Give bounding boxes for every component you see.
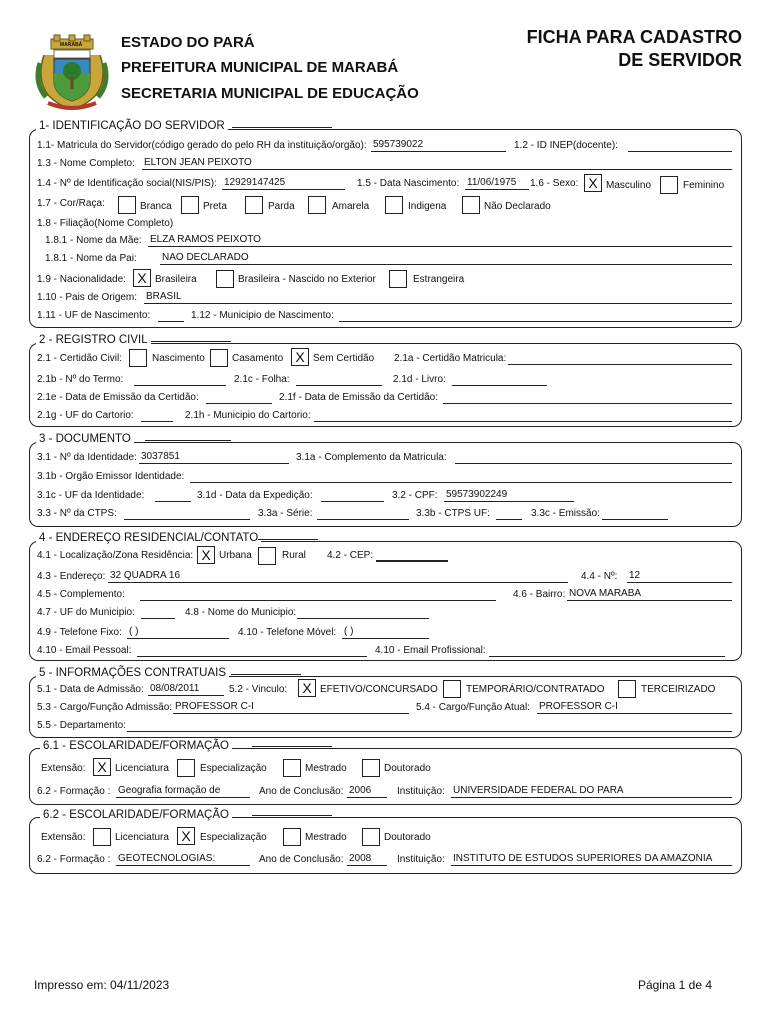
label-formacao-2: 6.2 - Formação : [37,854,111,865]
label-indigena: Indigena [408,201,447,212]
field-numero-termo[interactable] [134,373,226,386]
checkbox-nao-declarado[interactable] [462,196,480,214]
checkbox-nascimento[interactable] [129,349,147,367]
label-4-3: 4.3 - Endereço: [37,571,106,582]
label-2-1: 2.1 - Certidão Civil: [37,353,123,364]
label-2-1f: 2.1f - Data de Emissão da Certidão: [279,392,438,403]
checkbox-brasileira-exterior[interactable] [216,270,234,288]
field-uf-nascimento[interactable] [158,309,184,322]
label-4-8: 4.8 - Nome do Municipio: [185,607,297,618]
checkbox-masculino[interactable]: X [584,174,602,192]
label-casamento: Casamento [232,353,284,364]
label-4-10-movel: 4.10 - Telefone Móvel: [238,627,337,638]
label-3-1d: 3.1d - Data da Expedição: [197,490,313,501]
checkbox-rural[interactable] [258,547,276,565]
field-ctps-uf[interactable] [496,507,522,520]
checkbox-estrangeira[interactable] [389,270,407,288]
label-3-1c: 3.1c - UF da Identidade: [37,490,145,501]
label-2-1e: 2.1e - Data de Emissão da Certidão: [37,392,199,403]
field-data-admissao[interactable]: 08/08/2011 [148,683,224,696]
label-3-1a: 3.1a - Complemento da Matricula: [296,452,447,463]
label-doutorado-2: Doutorado [384,832,431,843]
label-5-4: 5.4 - Cargo/Função Atual: [416,702,530,713]
label-5-2: 5.2 - Vinculo: [229,684,288,695]
field-numero-identidade[interactable]: 3037851 [139,451,289,464]
label-parda: Parda [268,201,295,212]
section-4-legend: 4 - ENDEREÇO RESIDENCIAL/CONTATO [36,532,261,544]
label-mestrado-1: Mestrado [305,763,347,774]
field-departamento[interactable] [127,719,732,732]
field-ano-conclusao-1[interactable]: 2006 [347,785,387,798]
field-data-emissao-certidao-2[interactable] [443,391,732,404]
label-3-2: 3.2 - CPF: [392,490,438,501]
label-5-3: 5.3 - Cargo/Função Admissão: [37,702,173,713]
label-instituicao-2: Instituição: [397,854,445,865]
label-4-7: 4.7 - UF do Municipio: [37,607,135,618]
field-data-expedicao[interactable] [321,489,384,502]
label-3-3b: 3.3b - CTPS UF: [416,508,490,519]
checkbox-especializacao-2[interactable]: X [177,827,195,845]
checkbox-brasileira[interactable]: X [133,269,151,287]
label-1-6: 1.6 - Sexo: [530,178,579,189]
checkbox-branca[interactable] [118,196,136,214]
legend-rule [258,539,318,540]
label-1-8: 1.8 - Filiação(Nome Completo) [37,218,174,229]
checkbox-especializacao-1[interactable] [177,759,195,777]
header-prefeitura: PREFEITURA MUNICIPAL DE MARABÁ [121,59,399,76]
checkbox-efetivo[interactable]: X [298,679,316,697]
label-efetivo: EFETIVO/CONCURSADO [320,684,438,695]
label-brasileira-exterior: Brasileira - Nascido no Exterior [238,274,376,285]
footer-pagina: Página 1 de 4 [637,978,712,992]
label-nascimento: Nascimento [152,353,205,364]
checkbox-licenciatura-2[interactable] [93,828,111,846]
label-4-1: 4.1 - Localização/Zona Residência: [37,550,194,561]
label-feminino: Feminino [683,180,725,191]
field-nome-mae[interactable]: ELZA RAMOS PEIXOTO [148,234,732,247]
field-uf-municipio[interactable] [141,606,175,619]
section-6-1-legend: 6.1 - ESCOLARIDADE/FORMAÇÃO [40,740,232,752]
legend-rule [151,341,231,342]
field-numero-endereco[interactable]: 12 [627,570,732,583]
label-2-1c: 2.1c - Folha: [234,374,290,385]
field-formacao-2[interactable]: GEOTECNOLOGIAS: [116,853,250,866]
field-cep[interactable] [376,548,448,562]
label-nome-pai: 1.8.1 - Nome da Pai: [45,253,137,264]
label-5-5: 5.5 - Departamento: [37,720,126,731]
label-nao-declarado: Não Declarado [484,201,551,212]
label-rural: Rural [282,550,306,561]
label-licenciatura-1: Licenciatura [115,763,169,774]
checkbox-feminino[interactable] [660,176,678,194]
footer-impresso: Impresso em: 04/11/2023 [34,978,170,992]
field-uf-identidade[interactable] [155,489,191,502]
legend-rule [232,127,332,128]
label-especializacao-1: Especialização [200,763,267,774]
field-cargo-admissao[interactable]: PROFESSOR C-I [173,701,409,714]
section-2-legend: 2 - REGISTRO CIVIL [36,334,151,346]
form-title-line2: DE SERVIDOR [618,50,742,70]
label-3-1: 3.1 - Nº da Identidade: [37,452,137,463]
legend-rule [231,674,301,675]
label-formacao-1: 6.2 - Formação : [37,786,111,797]
label-1-10: 1.10 - Pais de Origem: [37,292,138,303]
label-5-1: 5.1 - Data de Admissão: [37,684,144,695]
label-doutorado-1: Doutorado [384,763,431,774]
field-data-nascimento[interactable]: 11/06/1975 [465,177,529,190]
label-nome-mae: 1.8.1 - Nome da Mãe: [45,235,142,246]
label-4-2: 4.2 - CEP: [327,550,374,561]
field-nome-municipio[interactable] [297,606,429,619]
field-data-emissao-certidao[interactable] [206,391,272,404]
label-licenciatura-2: Licenciatura [115,832,169,843]
label-especializacao-2: Especialização [200,832,267,843]
field-bairro[interactable]: NOVA MARABÁ [567,588,732,601]
field-cargo-atual[interactable]: PROFESSOR C-I [537,701,732,714]
label-3-3: 3.3 - Nº da CTPS: [37,508,117,519]
field-serie[interactable] [317,507,409,520]
checkbox-amarela[interactable] [308,196,326,214]
label-ano-conclusao-1: Ano de Conclusão: [259,786,344,797]
field-municipio-cartorio[interactable] [314,409,732,422]
label-1-9: 1.9 - Nacionalidade: [37,274,126,285]
header-secretaria: SECRETARIA MUNICIPAL DE EDUCAÇÃO [121,85,419,102]
field-cpf[interactable]: 59573902249 [444,489,574,502]
label-1-7: 1.7 - Cor/Raça: [37,198,105,209]
checkbox-indigena[interactable] [385,196,403,214]
checkbox-temporario[interactable] [443,680,461,698]
label-4-9: 4.9 - Telefone Fixo: [37,627,122,638]
field-certidao-matricula[interactable] [508,352,732,365]
field-nis-pis[interactable]: 12929147425 [222,177,345,190]
label-1-3: 1.3 - Nome Completo: [37,158,135,169]
label-sem-certidao: Sem Certidão [313,353,375,364]
field-livro[interactable] [452,373,547,386]
checkbox-parda[interactable] [245,196,263,214]
field-complemento[interactable] [140,588,496,601]
section-3-legend: 3 - DOCUMENTO [36,433,134,445]
label-preta: Preta [203,201,227,212]
label-2-1b: 2.1b - Nº do Termo: [37,374,124,385]
checkbox-licenciatura-1[interactable]: X [93,758,111,776]
checkbox-casamento[interactable] [210,349,228,367]
label-4-10-email: 4.10 - Email Pessoal: [37,645,132,656]
label-1-4: 1.4 - Nº de Identificação social(NIS/PIS): [37,178,217,189]
field-uf-cartorio[interactable] [141,409,173,422]
label-1-5: 1.5 - Data Nascimento: [357,178,460,189]
field-folha[interactable] [296,373,382,386]
field-id-inep[interactable] [628,139,732,152]
label-3-1b: 3.1b - Orgão Emissor Identidade: [37,471,185,482]
label-1-1: 1.1- Matricula do Servidor(código gerado do pelo RH da instituição/orgão): [37,140,367,151]
checkbox-doutorado-1[interactable] [362,759,380,777]
label-instituicao-1: Instituição: [397,786,445,797]
label-2-1a: 2.1a - Certidão Matricula: [394,353,507,364]
label-4-10-email-prof: 4.10 - Email Profissional: [375,645,486,656]
label-urbana: Urbana [219,550,252,561]
checkbox-terceirizado[interactable] [618,680,636,698]
label-ano-conclusao-2: Ano de Conclusão: [259,854,344,865]
label-1-2: 1.2 - ID INEP(docente): [514,140,618,151]
section-6-2-legend: 6.2 - ESCOLARIDADE/FORMAÇÃO [40,809,232,821]
checkbox-doutorado-2[interactable] [362,828,380,846]
field-email-pessoal[interactable] [137,644,367,657]
checkbox-sem-certidao[interactable]: X [291,348,309,366]
field-emissao-ctps[interactable] [602,507,668,520]
label-terceirizado: TERCEIRIZADO [641,684,716,695]
legend-rule [252,746,332,747]
label-1-12: 1.12 - Municipio de Nascimento: [191,310,334,321]
field-ano-conclusao-2[interactable]: 2008 [347,853,387,866]
section-5-legend: 5 - INFORMAÇÕES CONTRATUAIS [36,667,229,679]
field-endereco[interactable]: 32 QUADRA 16 [108,570,568,583]
logo-caption: MARABÁ [60,42,83,48]
field-formacao-1[interactable]: Geografia formação de [116,785,250,798]
field-municipio-nascimento[interactable] [339,309,732,322]
label-temporario: TEMPORÁRIO/CONTRATADO [466,684,605,695]
field-email-profissional[interactable] [489,644,725,657]
field-orgao-emissor[interactable] [190,470,732,483]
field-nome-completo[interactable]: ELTON JEAN PEIXOTO [142,157,732,170]
label-branca: Branca [140,201,172,212]
label-estrangeira: Estrangeira [413,274,465,285]
checkbox-preta[interactable] [181,196,199,214]
label-extensao-1: Extensão: [41,763,86,774]
form-title-line1: FICHA PARA CADASTRO [526,27,742,47]
field-telefone-fixo[interactable]: ( ) [127,626,229,639]
field-complemento-matricula[interactable] [455,451,732,464]
checkbox-mestrado-2[interactable] [283,828,301,846]
label-2-1d: 2.1d - Livro: [393,374,446,385]
label-4-6: 4.6 - Bairro: [513,589,566,600]
field-numero-ctps[interactable] [124,507,250,520]
field-matricula[interactable]: 595739022 [371,139,506,152]
label-4-4: 4.4 - Nº: [581,571,618,582]
field-pais-origem[interactable]: BRASIL [144,291,732,304]
legend-rule [145,440,231,441]
label-mestrado-2: Mestrado [305,832,347,843]
label-amarela: Amarela [332,201,370,212]
label-1-11: 1.11 - UF de Nascimento: [37,310,151,321]
label-2-1g: 2.1g - UF do Cartorio: [37,410,134,421]
label-4-5: 4.5 - Complemento: [37,589,125,600]
label-masculino: Masculino [606,180,652,191]
label-3-3c: 3.3c - Emissão: [531,508,600,519]
section-1-legend: 1- IDENTIFICAÇÃO DO SERVIDOR [36,120,228,132]
label-2-1h: 2.1h - Municipio do Cartorio: [185,410,311,421]
legend-rule [252,815,332,816]
label-brasileira: Brasileira [155,274,197,285]
field-nome-pai[interactable]: NAO DECLARADO [160,252,732,265]
header-estado: ESTADO DO PARÁ [121,34,255,51]
checkbox-urbana[interactable]: X [197,546,215,564]
field-telefone-movel[interactable]: ( ) [342,626,429,639]
label-extensao-2: Extensão: [41,832,86,843]
field-instituicao-2[interactable]: INSTITUTO DE ESTUDOS SUPERIORES DA AMAZONIA [451,853,732,866]
checkbox-mestrado-1[interactable] [283,759,301,777]
label-3-3a: 3.3a - Série: [258,508,313,519]
field-instituicao-1[interactable]: UNIVERSIDADE FEDERAL DO PARA [451,785,732,798]
